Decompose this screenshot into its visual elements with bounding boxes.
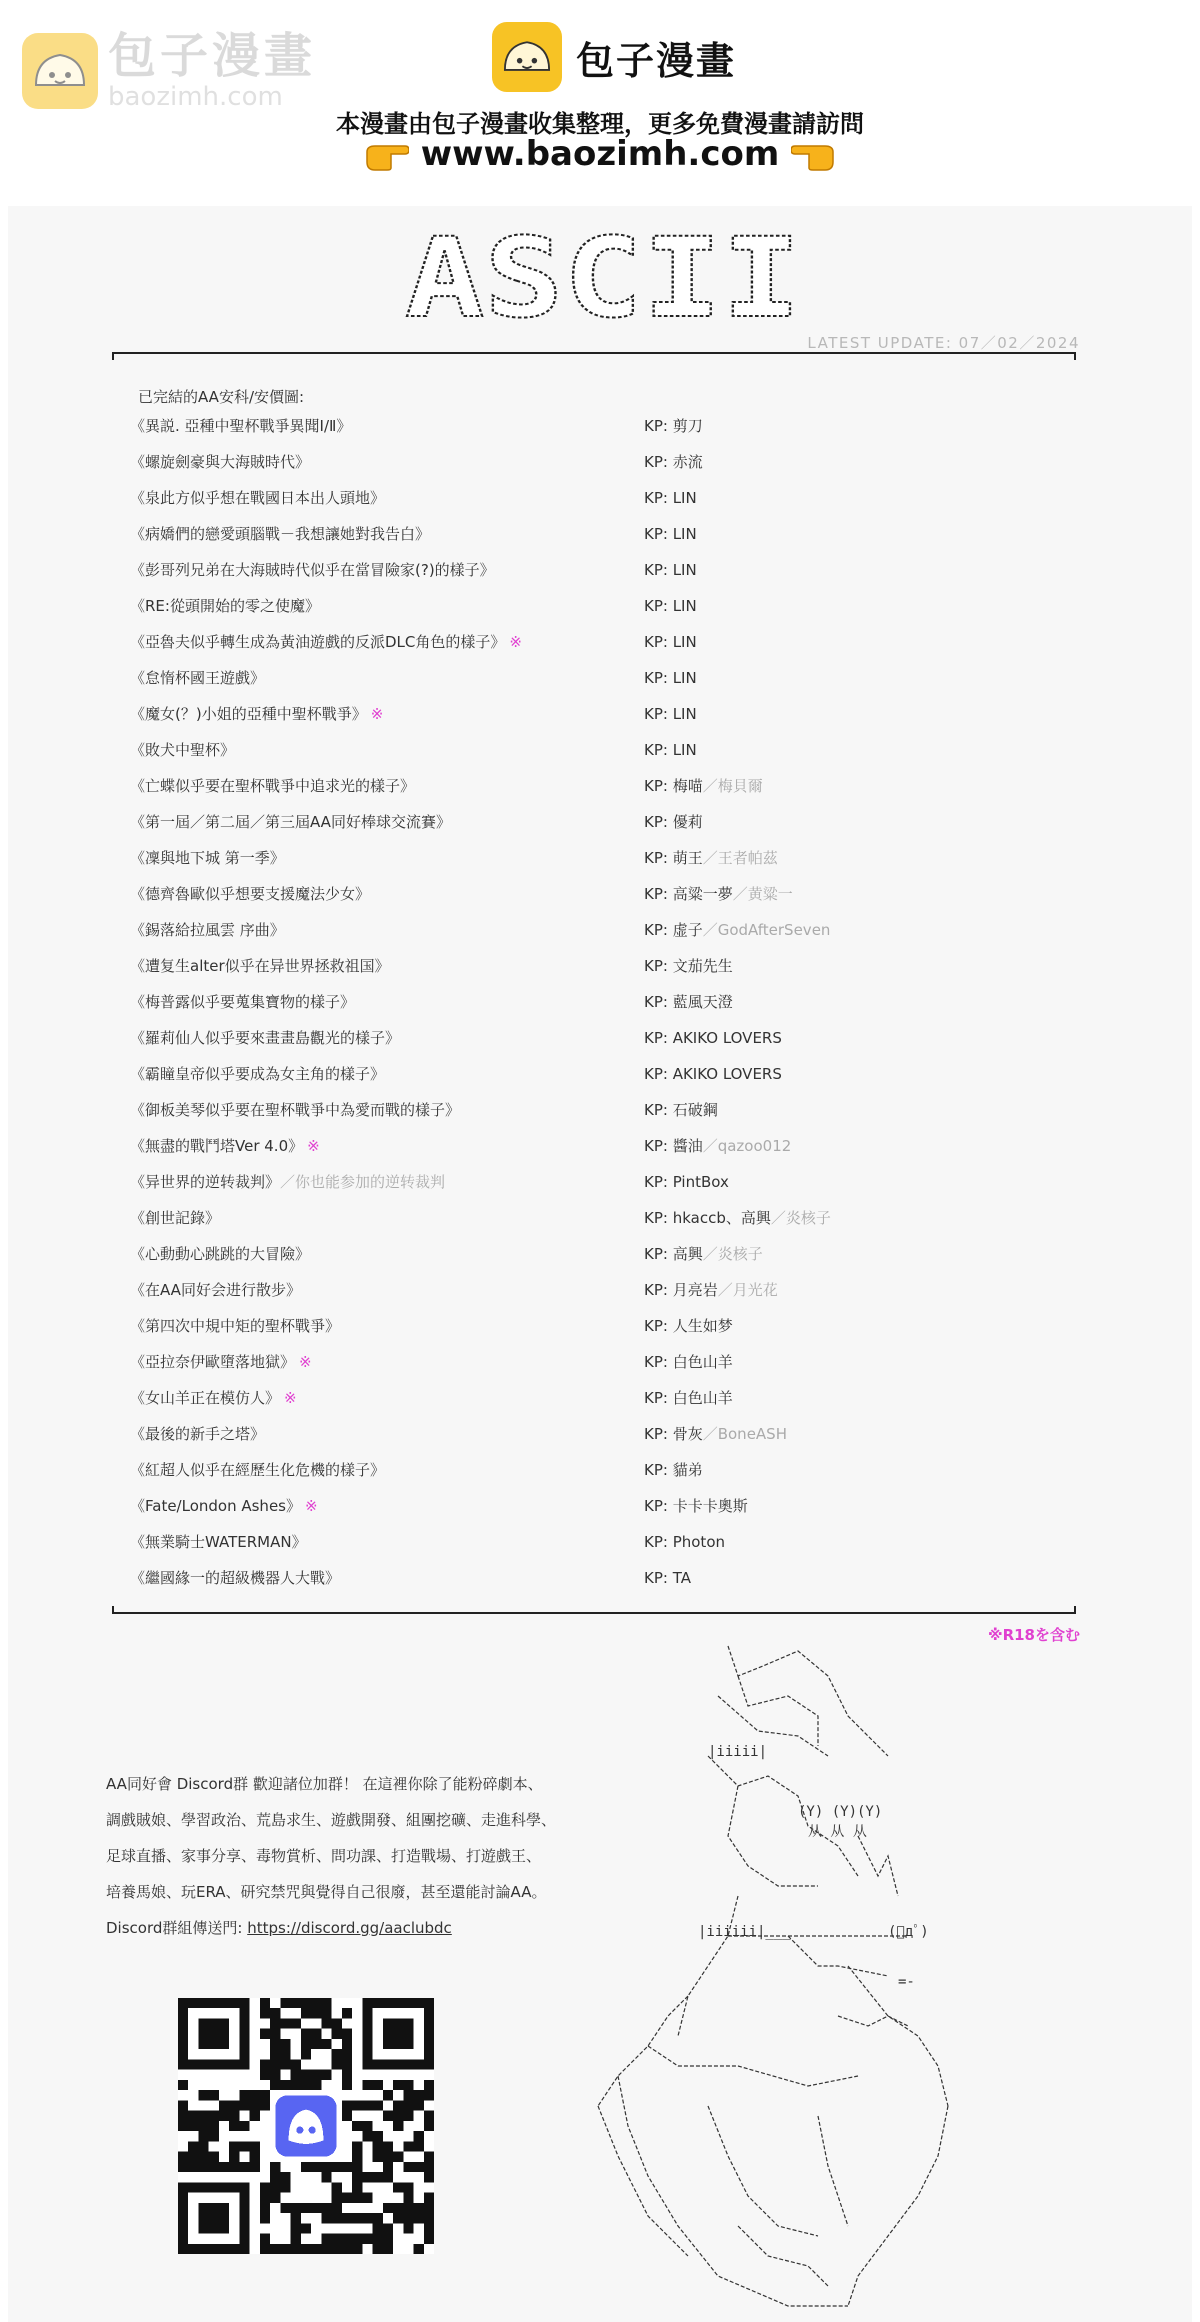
entry-kp: [644, 1422, 787, 1446]
entry-kp: [644, 1098, 718, 1122]
entry-title-text: 《螺旋劍豪與大海賊時代》: [130, 453, 311, 471]
entry-kp-alt: ／梅貝爾: [702, 777, 763, 795]
entry-title[interactable]: [130, 738, 235, 762]
entry-title[interactable]: [130, 1350, 312, 1374]
entry-row: [130, 522, 1070, 546]
entry-title-text: 《魔女(？)小姐的亞種中聖杯戰爭》: [130, 705, 367, 723]
entry-kp-text: KP: AKIKO LOVERS: [644, 1029, 782, 1047]
pointing-hand-left-icon: [791, 140, 835, 172]
entry-row: [130, 666, 1070, 690]
entry-kp: [644, 846, 778, 870]
entry-kp: [644, 630, 697, 654]
entry-row: [130, 882, 1070, 906]
entry-title[interactable]: [130, 1530, 307, 1554]
entry-kp-text: KP: LIN: [644, 669, 697, 687]
entry-kp: [644, 486, 697, 510]
r18-note: ※R18を含む: [987, 1626, 1080, 1644]
entry-title[interactable]: [130, 486, 385, 510]
entry-kp: [644, 414, 703, 438]
ascii-title-text: ASCII: [405, 224, 801, 320]
entry-row: [130, 810, 1070, 834]
entry-title-text: 《紅超人似乎在經歷生化危機的樣子》: [130, 1461, 386, 1479]
entry-row: [130, 1242, 1070, 1266]
entry-title-text: 《彭哥列兄弟在大海賊時代似乎在當冒險家(?)的樣子》: [130, 561, 495, 579]
entry-kp-text: KP: 高興: [644, 1245, 703, 1263]
entry-row: [130, 1422, 1070, 1446]
bun-icon: [492, 22, 562, 92]
entry-kp-alt: ／qazoo012: [702, 1137, 792, 1155]
entry-kp-text: KP: 白色山羊: [644, 1353, 733, 1371]
entry-title[interactable]: [130, 1242, 310, 1266]
entry-row: [130, 702, 1070, 726]
entry-title[interactable]: [130, 666, 265, 690]
entry-row: [130, 846, 1070, 870]
entry-title-text: 《梅普露似乎要蒐集寶物的樣子》: [130, 993, 356, 1011]
entry-kp: [644, 1566, 691, 1590]
entry-title[interactable]: [130, 1422, 265, 1446]
entry-title-text: 《病嬌們的戀愛頭腦戰－我想讓她對我告白》: [130, 525, 431, 543]
latest-update: LATEST UPDATE: 07／02／2024: [807, 334, 1080, 352]
entry-kp-alt: ／炎核子: [770, 1209, 831, 1227]
entry-row: [130, 630, 1070, 654]
entry-kp-text: KP: LIN: [644, 525, 697, 543]
entry-kp: [644, 666, 697, 690]
entry-row: [130, 1530, 1070, 1554]
watermark-title: 包子漫畫: [108, 28, 317, 84]
entry-row: [130, 450, 1070, 474]
discord-link[interactable]: https://discord.gg/aaclubdc: [247, 1919, 452, 1937]
entry-row: [130, 1350, 1070, 1374]
entry-kp-text: KP: 文茄先生: [644, 957, 733, 975]
entry-kp: [644, 1026, 782, 1050]
entry-title-text: 《凜與地下城 第一季》: [130, 849, 285, 867]
entry-kp-text: KP: 梅喵: [644, 777, 703, 795]
entry-kp: [644, 1062, 782, 1086]
entry-kp-text: KP: 高粱一夢: [644, 885, 733, 903]
entry-title-text: 《心動動心跳跳的大冒險》: [130, 1245, 311, 1263]
svg-text:(ﾟдﾟ): (ﾟдﾟ): [888, 1924, 929, 1940]
entry-title[interactable]: [130, 882, 370, 906]
entry-title-text: 《無盡的戰鬥塔Ver 4.0》: [130, 1137, 304, 1155]
r18-mark: ※: [284, 1389, 297, 1407]
entry-row: [130, 1314, 1070, 1338]
discord-line: 培養馬娘、玩ERA、研究禁咒與覺得自己很廢，甚至還能討論AA。: [106, 1883, 547, 1901]
entry-title-alt: ／你也能参加的逆转裁判: [280, 1173, 446, 1191]
svg-text:|iiiiii|___: |iiiiii|___: [698, 1924, 791, 1940]
entry-title-text: 《遭复生alter似乎在异世界拯救祖国》: [130, 957, 390, 975]
entry-kp: [644, 774, 763, 798]
entry-title-text: 《御板美琴似乎要在聖杯戰爭中為愛而戰的樣子》: [130, 1101, 461, 1119]
entry-title-text: 《在AA同好会进行散步》: [130, 1281, 301, 1299]
entry-kp: [644, 558, 697, 582]
entry-kp: [644, 594, 697, 618]
entry-title[interactable]: [130, 522, 430, 546]
entry-kp-alt: ／GodAfterSeven: [702, 921, 831, 939]
entry-title[interactable]: [130, 558, 495, 582]
entry-title-text: 《異説. 亞種中聖杯戰爭異聞Ⅰ/Ⅱ》: [130, 417, 352, 435]
entry-kp: [644, 1242, 763, 1266]
entry-title[interactable]: [130, 918, 285, 942]
entry-title[interactable]: [130, 1098, 460, 1122]
entry-kp-text: KP: 貓弟: [644, 1461, 703, 1479]
entry-row: [130, 1098, 1070, 1122]
entry-title-text: 《Fate/London Ashes》: [130, 1497, 301, 1515]
entry-title[interactable]: [130, 702, 383, 726]
entry-kp-text: KP: 藍風天澄: [644, 993, 733, 1011]
entry-title[interactable]: [130, 630, 522, 654]
entry-kp: [644, 954, 733, 978]
entry-title-text: 《德齊魯歐似乎想要支援魔法少女》: [130, 885, 371, 903]
entry-title-text: 《繼國緣一的超級機器人大戰》: [130, 1569, 341, 1587]
entry-kp: [644, 738, 697, 762]
entry-kp-alt: ／王者帕茲: [702, 849, 778, 867]
entry-row: [130, 558, 1070, 582]
entry-row: [130, 990, 1070, 1014]
r18-mark: ※: [509, 633, 522, 651]
bun-icon: [22, 33, 98, 109]
entry-title-text: 《怠惰杯國王遊戲》: [130, 669, 266, 687]
entry-kp-text: KP: LIN: [644, 705, 697, 723]
entry-title-text: 《創世記錄》: [130, 1209, 221, 1227]
entry-title[interactable]: [130, 1314, 340, 1338]
entry-kp-alt: ／BoneASH: [702, 1425, 787, 1443]
r18-mark: ※: [304, 1497, 318, 1515]
entry-title-text: 《霸瞳皇帝似乎要成為女主角的樣子》: [130, 1065, 386, 1083]
entry-title-text: 《RE:從頭開始的零之使魔》: [130, 597, 320, 615]
entry-row: [130, 918, 1070, 942]
entry-kp: [644, 1170, 729, 1194]
entry-title-text: 《錫落給拉風雲 序曲》: [130, 921, 285, 939]
entry-kp-text: KP: LIN: [644, 489, 697, 507]
entry-row: [130, 594, 1070, 618]
entry-kp-text: KP: 優莉: [644, 813, 703, 831]
entry-row: [130, 1134, 1070, 1158]
entry-row: [130, 738, 1070, 762]
entry-kp: [644, 882, 793, 906]
discord-line: 足球直播、家事分享、毒物賞析、問功課、打造戰場、打遊戲王、: [106, 1847, 542, 1865]
entry-title-text: 《亡蝶似乎要在聖杯戰爭中追求光的樣子》: [130, 777, 416, 795]
entry-row: [130, 1386, 1070, 1410]
entry-row: [130, 774, 1070, 798]
entry-kp-text: KP: TA: [644, 1569, 691, 1587]
entry-kp: [644, 990, 733, 1014]
ascii-title-graphic: [403, 224, 803, 320]
entry-kp-alt: ／黄粱一: [732, 885, 793, 903]
entry-kp-text: KP: AKIKO LOVERS: [644, 1065, 782, 1083]
entry-row: [130, 486, 1070, 510]
entry-title[interactable]: [130, 1134, 320, 1158]
entry-row: [130, 1278, 1070, 1302]
entry-kp: [644, 450, 703, 474]
entry-kp: [644, 1206, 831, 1230]
entry-row: [130, 414, 1070, 438]
entry-kp: [644, 1134, 791, 1158]
entry-title[interactable]: [130, 450, 310, 474]
entry-title[interactable]: [130, 990, 355, 1014]
entry-title-text: 《女山羊正在模仿人》: [130, 1389, 281, 1407]
header-subtitle: 本漫畫由包子漫畫收集整理，更多免費漫畫請訪問: [336, 110, 864, 138]
discord-line: AA同好會 Discord群 歡迎諸位加群！ 在這裡你除了能粉碎劇本、: [106, 1775, 543, 1793]
entry-title-text: 《异世界的逆转裁判》: [130, 1173, 281, 1191]
svg-text:(Y) (Y)(Y): (Y) (Y)(Y): [798, 1804, 883, 1820]
entry-kp-text: KP: Photon: [644, 1533, 725, 1551]
entry-kp: [644, 1494, 748, 1518]
entry-kp: [644, 1278, 778, 1302]
entry-kp: [644, 810, 703, 834]
r18-mark: ※: [307, 1137, 320, 1155]
entry-title[interactable]: [130, 774, 415, 798]
discord-link-label: Discord群組傳送門:: [106, 1919, 248, 1937]
discord-qr-code: [178, 1998, 434, 2254]
ascii-art-character: [588, 1636, 1008, 2316]
entry-kp-text: KP: 石破鋼: [644, 1101, 718, 1119]
entry-title[interactable]: [130, 414, 351, 438]
entry-title[interactable]: [130, 1026, 400, 1050]
entry-kp-alt: ／炎核子: [702, 1245, 763, 1263]
discord-logo-icon: [275, 2095, 336, 2156]
entry-kp-text: KP: hkaccb、高興: [644, 1209, 771, 1227]
site-url-link[interactable]: www.baozimh.com: [420, 134, 780, 174]
entry-kp-text: KP: LIN: [644, 741, 697, 759]
entry-title[interactable]: [130, 594, 320, 618]
entry-kp-text: KP: 骨灰: [644, 1425, 703, 1443]
entry-kp-text: KP: 白色山羊: [644, 1389, 733, 1407]
entry-title[interactable]: [130, 1494, 318, 1518]
entry-row: [130, 1458, 1070, 1482]
discord-line: 調戲賊娘、學習政治、荒島求生、遊戲開發、組團挖礦、走進科學、: [106, 1811, 557, 1829]
entry-kp-text: KP: 卡卡卡奧斯: [644, 1497, 748, 1515]
discord-link-line: [106, 1910, 596, 1946]
entry-title[interactable]: [130, 1170, 445, 1194]
entry-kp-text: KP: PintBox: [644, 1173, 729, 1191]
entry-kp: [644, 1458, 703, 1482]
entry-title[interactable]: [130, 1062, 385, 1086]
entry-title-text: 《第四次中規中矩的聖杯戰爭》: [130, 1317, 341, 1335]
entry-kp-text: KP: 醬油: [644, 1137, 703, 1155]
entry-title-text: 《羅莉仙人似乎要來畫畫島觀光的樣子》: [130, 1029, 401, 1047]
entry-row: [130, 1062, 1070, 1086]
svg-text:从 从 从: 从 从 从: [808, 1824, 867, 1840]
svg-text:|iiiii|: |iiiii|: [708, 1744, 768, 1760]
section-title: 已完結的AA安科/安價圖:: [138, 388, 305, 406]
entry-title-text: 《無業騎士WATERMAN》: [130, 1533, 307, 1551]
entry-title[interactable]: [130, 810, 451, 834]
entry-title[interactable]: [130, 1386, 297, 1410]
entry-kp-text: KP: 虚子: [644, 921, 703, 939]
entry-title[interactable]: [130, 1566, 340, 1590]
entry-title[interactable]: [130, 846, 285, 870]
entry-title[interactable]: [130, 954, 390, 978]
entry-row: [130, 1494, 1070, 1518]
entry-row: [130, 954, 1070, 978]
entry-kp-text: KP: LIN: [644, 633, 697, 651]
entry-kp-text: KP: 月亮岩: [644, 1281, 718, 1299]
entry-kp: [644, 918, 830, 942]
entry-kp-text: KP: LIN: [644, 561, 697, 579]
entry-title-text: 《亞魯夫似乎轉生成為黃油遊戲的反派DLC角色的樣子》: [130, 633, 506, 651]
site-logo[interactable]: [492, 22, 736, 92]
svg-text:=-: =-: [898, 1974, 915, 1990]
entry-row: [130, 1566, 1070, 1590]
entry-row: [130, 1026, 1070, 1050]
entry-title-text: 《敗犬中聖杯》: [130, 741, 236, 759]
entry-kp-alt: ／月光花: [717, 1281, 778, 1299]
entry-kp: [644, 1386, 733, 1410]
entry-row: [130, 1206, 1070, 1230]
entry-kp: [644, 1350, 733, 1374]
entry-kp-text: KP: LIN: [644, 597, 697, 615]
list-frame-bottom: [112, 1606, 1076, 1614]
entry-title-text: 《亞拉奈伊歐墮落地獄》: [130, 1353, 296, 1371]
logo-text: 包子漫畫: [576, 38, 737, 83]
entry-kp-text: KP: 赤流: [644, 453, 703, 471]
entry-title-text: 《泉此方似乎想在戰國日本出人頭地》: [130, 489, 386, 507]
watermark-logo: [22, 30, 316, 112]
entry-kp-text: KP: 剪刀: [644, 417, 703, 435]
discord-info: [106, 1766, 596, 1946]
entry-title-text: 《第一屆／第二屆／第三屆AA同好棒球交流賽》: [130, 813, 451, 831]
entry-title[interactable]: [130, 1458, 385, 1482]
list-frame-top: [112, 352, 1076, 360]
entry-kp: [644, 1530, 725, 1554]
entry-title[interactable]: [130, 1206, 220, 1230]
entry-title[interactable]: [130, 1278, 301, 1302]
entry-title-text: 《最後的新手之塔》: [130, 1425, 266, 1443]
entry-kp: [644, 522, 697, 546]
site-url-line: [0, 134, 1200, 174]
content-page: [8, 206, 1192, 2322]
r18-mark: ※: [299, 1353, 312, 1371]
entry-kp: [644, 1314, 733, 1338]
r18-mark: ※: [370, 705, 384, 723]
entry-row: [130, 1170, 1070, 1194]
entry-kp: [644, 702, 697, 726]
entry-kp-text: KP: 萌王: [644, 849, 703, 867]
watermark-url: baozimh.com: [108, 82, 283, 112]
pointing-hand-right-icon: [365, 140, 409, 172]
entry-kp-text: KP: 人生如梦: [644, 1317, 733, 1335]
